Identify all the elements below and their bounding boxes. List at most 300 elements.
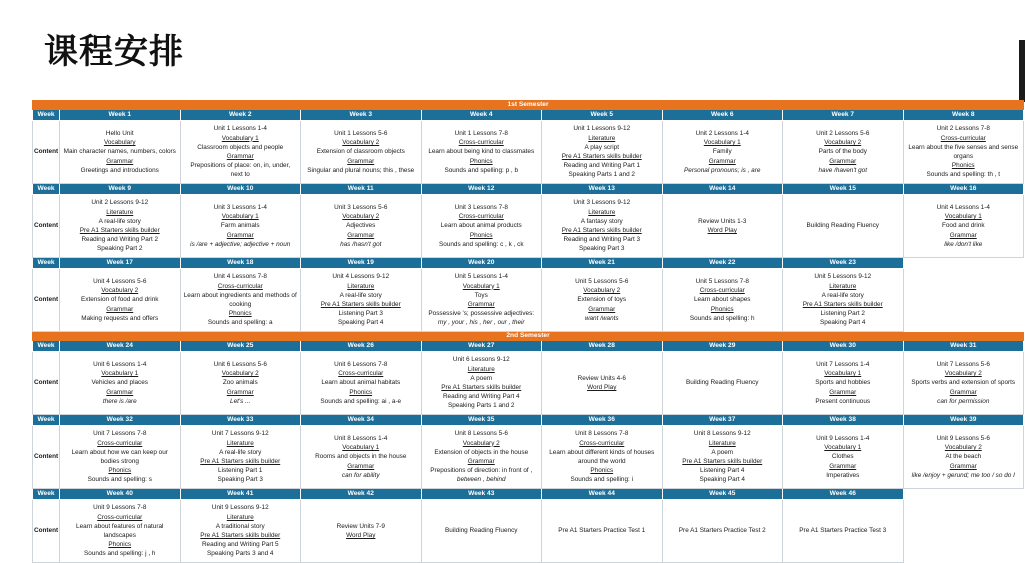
- week-content-cell: [542, 195, 663, 258]
- content-text: Learn about ingredients and methods of: [183, 291, 297, 299]
- content-text: A traditional story: [215, 522, 265, 530]
- content-text: Speaking Part 4: [699, 476, 745, 484]
- content-heading: Vocabulary 2: [101, 287, 139, 295]
- week-header: Week 28: [542, 341, 663, 352]
- content-row-label: Content: [33, 195, 60, 258]
- content-heading: Cross-curricular: [97, 513, 143, 521]
- week-content-cell: [60, 195, 181, 258]
- content-text: Adjectives: [346, 222, 376, 230]
- content-text: Listening Part 4: [700, 467, 745, 475]
- week-header: Week 45: [662, 489, 783, 500]
- content-text: can for permission: [937, 397, 990, 405]
- week-content-cell: [542, 500, 663, 563]
- content-text: Sounds and spelling: a: [207, 319, 273, 327]
- content-text: Unit 3 Lessons 7-8: [454, 203, 508, 211]
- content-text: Unit 7 Lessons 7-8: [93, 430, 147, 438]
- content-row: [33, 121, 1024, 184]
- content-text: A poem: [470, 374, 493, 382]
- week-content-cell: [60, 426, 181, 489]
- content-text: A real-life story: [98, 217, 141, 225]
- week-content-cell: [903, 195, 1024, 258]
- content-heading: Literature: [588, 208, 616, 216]
- content-text: cooking: [229, 301, 252, 308]
- content-heading: Phonics: [469, 231, 493, 239]
- week-header: Week 31: [903, 341, 1024, 352]
- content-text: Unit 5 Lessons 9-12: [814, 273, 872, 281]
- week-content-cell: [662, 269, 783, 332]
- week-header: Week 21: [542, 258, 663, 269]
- content-text: Speaking Part 4: [338, 319, 384, 327]
- week-header: Week 5: [542, 110, 663, 121]
- content-text: Zoo animals: [222, 379, 258, 387]
- content-heading: Pre A1 Starters skills builder: [200, 458, 281, 465]
- content-text: Unit 1 Lessons 7-8: [454, 129, 508, 137]
- week-content-cell: [783, 500, 904, 563]
- content-text: Possessive 's; possessive adjectives:: [428, 310, 535, 318]
- content-heading: Grammar: [829, 157, 857, 165]
- content-row-label: Content: [33, 121, 60, 184]
- content-row: [33, 195, 1024, 258]
- content-text: organs: [953, 153, 974, 160]
- content-heading: Word Play: [587, 384, 617, 391]
- week-content-cell: [180, 195, 301, 258]
- content-heading: Cross-curricular: [458, 139, 504, 147]
- content-heading: Literature: [106, 208, 134, 216]
- content-text: Learn about animal habitats: [321, 379, 401, 387]
- content-heading: Vocabulary 2: [342, 213, 380, 221]
- week-content-cell: [301, 426, 422, 489]
- content-text: A real-life story: [339, 291, 382, 299]
- content-row: [33, 269, 1024, 332]
- week-header: Week 12: [421, 184, 542, 195]
- week-content-cell: [180, 269, 301, 332]
- content-heading: Grammar: [106, 305, 134, 313]
- week-content-cell: [542, 269, 663, 332]
- content-text: Unit 3 Lessons 9-12: [573, 199, 631, 207]
- content-text: Sounds and spelling: c , k , ck: [438, 240, 524, 248]
- content-heading: Cross-curricular: [338, 370, 384, 378]
- week-header: Week 29: [662, 341, 783, 352]
- week-content-cell: [903, 352, 1024, 415]
- content-heading: Cross-curricular: [699, 287, 745, 295]
- content-heading: Phonics: [108, 541, 132, 549]
- content-heading: Phonics: [590, 467, 614, 475]
- week-header: Week 41: [180, 489, 301, 500]
- week-header: Week 36: [542, 415, 663, 426]
- content-heading: Grammar: [949, 231, 977, 239]
- semester-1-row: [33, 101, 1024, 110]
- week-column-label: Week: [33, 415, 60, 426]
- content-text: Farm animals: [220, 222, 260, 230]
- content-text: Hello Unit: [105, 129, 134, 137]
- content-heading: Vocabulary 2: [342, 139, 380, 147]
- content-text: has /hasn't got: [340, 240, 382, 248]
- content-heading: Literature: [588, 134, 616, 142]
- content-text: Unit 8 Lessons 7-8: [575, 430, 629, 438]
- content-heading: Pre A1 Starters skills builder: [79, 227, 160, 234]
- week-header: Week 24: [60, 341, 181, 352]
- content-text: Sports and hobbies: [815, 379, 871, 387]
- week-content-cell: [542, 352, 663, 415]
- content-heading: Word Play: [707, 227, 737, 234]
- empty-cell: [903, 269, 1024, 332]
- content-text: Unit 6 Lessons 5-6: [213, 360, 267, 368]
- content-heading: Grammar: [949, 388, 977, 396]
- content-text: A poem: [711, 448, 734, 456]
- content-text: Reading and Writing Part 2: [81, 236, 159, 244]
- content-text: Unit 9 Lessons 5-6: [936, 434, 990, 442]
- week-header: Week 33: [180, 415, 301, 426]
- content-heading: Grammar: [588, 305, 616, 313]
- week-content-cell: [421, 352, 542, 415]
- content-text: Learn about different kinds of houses: [549, 448, 655, 456]
- content-text: Unit 5 Lessons 7-8: [695, 277, 749, 285]
- content-text: Unit 5 Lessons 1-4: [454, 273, 508, 281]
- content-text: Unit 1 Lessons 9-12: [573, 125, 631, 133]
- content-text: Learn about the five senses and sense: [908, 143, 1019, 151]
- content-text: Unit 8 Lessons 5-6: [454, 430, 508, 438]
- content-heading: Word Play: [346, 532, 376, 539]
- week-header: Week 6: [662, 110, 783, 121]
- content-heading: Vocabulary 1: [703, 139, 741, 147]
- content-text: Unit 8 Lessons 9-12: [693, 430, 751, 438]
- content-text: Speaking Parts 1 and 2: [448, 402, 515, 410]
- content-text: Sounds and spelling: i: [570, 476, 634, 484]
- week-content-cell: [180, 352, 301, 415]
- content-heading: Phonics: [710, 305, 734, 313]
- week-content-cell: [60, 352, 181, 415]
- week-header: Week 14: [662, 184, 783, 195]
- content-text: Extension of classroom objects: [316, 148, 405, 156]
- content-text: Building Reading Fluency: [445, 527, 518, 535]
- content-text: Learn about shapes: [694, 296, 751, 304]
- content-heading: Vocabulary 1: [101, 370, 139, 378]
- content-heading: Literature: [467, 365, 495, 373]
- content-heading: Grammar: [347, 231, 375, 239]
- week-content-cell: [421, 195, 542, 258]
- content-text: landscapes: [103, 532, 136, 539]
- schedule-table: [32, 100, 1024, 563]
- content-text: Unit 2 Lessons 9-12: [91, 199, 149, 207]
- content-text: Sounds and spelling: s: [87, 476, 152, 484]
- week-content-cell: [180, 500, 301, 563]
- week-header: Week 11: [301, 184, 422, 195]
- content-heading: Vocabulary 1: [824, 370, 862, 378]
- week-header-row: [33, 489, 1024, 500]
- week-content-cell: [301, 269, 422, 332]
- content-text: Unit 7 Lessons 9-12: [211, 430, 269, 438]
- week-header: Week 8: [903, 110, 1024, 121]
- content-text: Learn about being kind to classmates: [428, 148, 535, 156]
- content-text: At the beach: [945, 453, 982, 461]
- week-header: Week 26: [301, 341, 422, 352]
- week-content-cell: [542, 121, 663, 184]
- content-heading: Vocabulary 1: [221, 134, 259, 142]
- content-text: Speaking Part 3: [579, 245, 625, 253]
- content-text: Clothes: [831, 453, 854, 461]
- week-header: Week 20: [421, 258, 542, 269]
- week-content-cell: [60, 269, 181, 332]
- content-row: [33, 352, 1024, 415]
- content-text: A fantasy story: [580, 217, 623, 225]
- content-text: Making requests and offers: [81, 314, 159, 322]
- content-text: my , your , his , her , our , their: [437, 319, 525, 327]
- content-heading: Pre A1 Starters skills builder: [561, 227, 642, 234]
- content-heading: Vocabulary: [103, 139, 136, 147]
- content-heading: Literature: [347, 282, 375, 290]
- content-heading: Cross-curricular: [97, 439, 143, 447]
- content-text: Listening Part 2: [820, 310, 865, 318]
- content-text: Speaking Part 4: [820, 319, 866, 327]
- week-content-cell: [301, 352, 422, 415]
- content-row: [33, 500, 1024, 563]
- content-text: Unit 9 Lessons 7-8: [93, 504, 147, 512]
- content-text: Building Reading Fluency: [806, 222, 879, 230]
- content-text: Learn about animal products: [440, 222, 522, 230]
- content-row-label: Content: [33, 500, 60, 563]
- content-heading: Literature: [226, 513, 254, 521]
- week-content-cell: [783, 121, 904, 184]
- week-column-label: Week: [33, 341, 60, 352]
- week-header: Week 30: [783, 341, 904, 352]
- content-text: Pre A1 Starters Practice Test 1: [558, 527, 646, 535]
- week-header: Week 15: [783, 184, 904, 195]
- week-content-cell: [662, 426, 783, 489]
- content-heading: Pre A1 Starters skills builder: [682, 458, 763, 465]
- content-heading: Grammar: [467, 301, 495, 308]
- content-row-label: Content: [33, 269, 60, 332]
- content-text: Pre A1 Starters Practice Test 3: [799, 527, 887, 535]
- week-header: Week 39: [903, 415, 1024, 426]
- content-row: [33, 426, 1024, 489]
- content-text: Main character names, numbers, colors: [63, 148, 176, 156]
- content-heading: Vocabulary 1: [462, 282, 500, 290]
- content-text: Unit 3 Lessons 5-6: [334, 203, 388, 211]
- content-text: Personal pronouns; is , are: [684, 166, 761, 174]
- content-heading: Vocabulary 2: [824, 139, 862, 147]
- content-text: Prepositions of direction: in front of ,: [430, 467, 533, 475]
- content-heading: Literature: [226, 439, 254, 447]
- content-text: have /haven't got: [818, 166, 867, 174]
- content-text: there is /are: [102, 397, 137, 405]
- week-header: Week 10: [180, 184, 301, 195]
- content-heading: Cross-curricular: [940, 134, 986, 142]
- schedule-table-container: [32, 100, 1023, 563]
- week-header: Week 25: [180, 341, 301, 352]
- week-header: Week 43: [421, 489, 542, 500]
- content-text: Sounds and spelling: th , t: [926, 171, 1001, 179]
- week-content-cell: [662, 121, 783, 184]
- content-text: next to: [230, 171, 250, 179]
- week-header: Week 46: [783, 489, 904, 500]
- content-text: like /don't like: [944, 240, 983, 248]
- semester-label: 1st Semester: [33, 101, 1024, 110]
- week-header: Week 23: [783, 258, 904, 269]
- week-content-cell: [180, 426, 301, 489]
- content-heading: Phonics: [469, 157, 493, 165]
- content-text: Rooms and objects in the house: [315, 453, 407, 461]
- week-content-cell: [783, 195, 904, 258]
- content-text: Listening Part 1: [218, 467, 263, 475]
- empty-header: [903, 258, 1024, 269]
- content-text: A play script: [584, 143, 619, 151]
- content-heading: Vocabulary 1: [342, 444, 380, 452]
- content-heading: Grammar: [829, 462, 857, 470]
- week-header: Week 37: [662, 415, 783, 426]
- content-heading: Vocabulary 1: [824, 444, 862, 452]
- content-text: Unit 9 Lessons 1-4: [816, 434, 870, 442]
- content-heading: Vocabulary 2: [944, 444, 982, 452]
- week-content-cell: [662, 195, 783, 258]
- content-heading: Pre A1 Starters skills builder: [441, 384, 522, 391]
- content-text: Reading and Writing Part 3: [563, 236, 641, 244]
- content-heading: Vocabulary 2: [221, 370, 259, 378]
- content-text: Sounds and spelling: h: [689, 314, 755, 322]
- content-text: Classroom objects and people: [197, 143, 284, 151]
- week-header-row: [33, 341, 1024, 352]
- content-text: Review Units 7-9: [336, 522, 385, 530]
- week-content-cell: [783, 269, 904, 332]
- content-text: Let's ...: [230, 397, 251, 405]
- content-heading: Grammar: [226, 388, 254, 396]
- content-text: Review Units 1-3: [698, 217, 747, 225]
- week-content-cell: [662, 352, 783, 415]
- content-text: Extension of objects in the house: [434, 448, 529, 456]
- content-text: around the world: [577, 458, 626, 465]
- week-header-row: [33, 184, 1024, 195]
- content-heading: Vocabulary 2: [583, 287, 621, 295]
- content-heading: Phonics: [951, 162, 975, 170]
- content-text: Sounds and spelling: ai , a-e: [320, 397, 402, 405]
- content-text: Sounds and spelling: p , b: [444, 166, 519, 174]
- week-header: Week 19: [301, 258, 422, 269]
- content-heading: Grammar: [708, 157, 736, 165]
- content-text: Unit 6 Lessons 7-8: [334, 360, 388, 368]
- week-header: Week 3: [301, 110, 422, 121]
- content-heading: Pre A1 Starters skills builder: [561, 153, 642, 160]
- content-text: Sounds and spelling: j , h: [84, 550, 156, 558]
- semester-label: 2nd Semester: [33, 332, 1024, 341]
- content-text: can for ability: [341, 471, 380, 479]
- week-content-cell: [421, 269, 542, 332]
- content-text: Speaking Part 2: [97, 245, 143, 253]
- content-text: Prepositions of place: on, in, under,: [190, 162, 291, 170]
- content-heading: Cross-curricular: [217, 282, 263, 290]
- content-row-label: Content: [33, 352, 60, 415]
- week-content-cell: [421, 121, 542, 184]
- week-column-label: Week: [33, 258, 60, 269]
- edge-decoration: [1019, 40, 1025, 102]
- content-text: Toys: [474, 291, 488, 299]
- content-text: Imperatives: [826, 471, 860, 479]
- content-heading: Pre A1 Starters skills builder: [802, 301, 883, 308]
- content-text: Vehicles and places: [91, 379, 148, 387]
- week-content-cell: [301, 121, 422, 184]
- content-text: Building Reading Fluency: [686, 379, 759, 387]
- week-column-label: Week: [33, 184, 60, 195]
- content-text: Pre A1 Starters Practice Test 2: [678, 527, 766, 535]
- week-header-row: [33, 415, 1024, 426]
- week-header: Week 9: [60, 184, 181, 195]
- content-text: Greetings and introductions: [80, 166, 159, 174]
- content-heading: Phonics: [108, 467, 132, 475]
- content-text: Unit 4 Lessons 1-4: [936, 203, 990, 211]
- content-text: Unit 9 Lessons 9-12: [211, 504, 269, 512]
- week-header: Week 16: [903, 184, 1024, 195]
- page-title: 课程安排: [44, 33, 184, 71]
- week-content-cell: [60, 500, 181, 563]
- week-content-cell: [542, 426, 663, 489]
- content-heading: Grammar: [829, 388, 857, 396]
- content-text: Family: [712, 148, 732, 156]
- content-heading: Grammar: [949, 462, 977, 470]
- content-heading: Literature: [829, 282, 857, 290]
- content-text: A real-life story: [219, 448, 262, 456]
- content-heading: Grammar: [106, 388, 134, 396]
- content-text: Unit 2 Lessons 7-8: [936, 125, 990, 133]
- week-header: Week 42: [301, 489, 422, 500]
- content-heading: Grammar: [106, 157, 134, 165]
- content-text: Unit 6 Lessons 9-12: [452, 356, 510, 364]
- content-text: want /wants: [584, 314, 619, 322]
- week-column-label: Week: [33, 110, 60, 121]
- week-header: Week 35: [421, 415, 542, 426]
- content-text: Learn about how we can keep our: [71, 448, 168, 456]
- content-text: Unit 1 Lessons 1-4: [213, 125, 267, 133]
- content-heading: Pre A1 Starters skills builder: [320, 301, 401, 308]
- content-text: Extension of food and drink: [81, 296, 159, 304]
- content-text: Learn about features of natural: [76, 522, 164, 530]
- content-text: bodies strong: [100, 458, 139, 465]
- content-heading: Cross-curricular: [458, 213, 504, 221]
- content-text: Unit 2 Lessons 5-6: [816, 129, 870, 137]
- week-header: Week 38: [783, 415, 904, 426]
- week-header-row: [33, 258, 1024, 269]
- content-text: Singular and plural nouns; this , these: [307, 166, 415, 174]
- content-text: Unit 4 Lessons 7-8: [213, 273, 267, 281]
- week-content-cell: [783, 352, 904, 415]
- week-header: Week 7: [783, 110, 904, 121]
- content-heading: Literature: [708, 439, 736, 447]
- content-heading: Vocabulary 2: [462, 439, 500, 447]
- content-text: Reading and Writing Part 5: [201, 541, 279, 549]
- week-content-cell: [180, 121, 301, 184]
- week-content-cell: [301, 195, 422, 258]
- week-content-cell: [903, 426, 1024, 489]
- content-text: Speaking Part 3: [217, 476, 263, 484]
- content-text: between , behind: [456, 476, 506, 484]
- content-heading: Vocabulary 2: [944, 370, 982, 378]
- content-text: Review Units 4-6: [577, 374, 626, 382]
- week-content-cell: [421, 500, 542, 563]
- content-text: Parts of the body: [818, 148, 867, 156]
- content-heading: Phonics: [349, 388, 373, 396]
- content-text: Unit 3 Lessons 1-4: [213, 203, 267, 211]
- week-header: Week 22: [662, 258, 783, 269]
- week-header: Week 34: [301, 415, 422, 426]
- semester-2-row: [33, 332, 1024, 341]
- content-text: Unit 6 Lessons 1-4: [93, 360, 147, 368]
- content-heading: Pre A1 Starters skills builder: [200, 532, 281, 539]
- content-text: Listening Part 3: [338, 310, 383, 318]
- content-text: is /are + adjective; adjective + noun: [190, 240, 291, 248]
- content-text: Unit 7 Lessons 1-4: [816, 360, 870, 368]
- week-content-cell: [783, 426, 904, 489]
- week-content-cell: [903, 121, 1024, 184]
- content-text: A real-life story: [821, 291, 864, 299]
- content-heading: Grammar: [467, 458, 495, 465]
- week-content-cell: [60, 121, 181, 184]
